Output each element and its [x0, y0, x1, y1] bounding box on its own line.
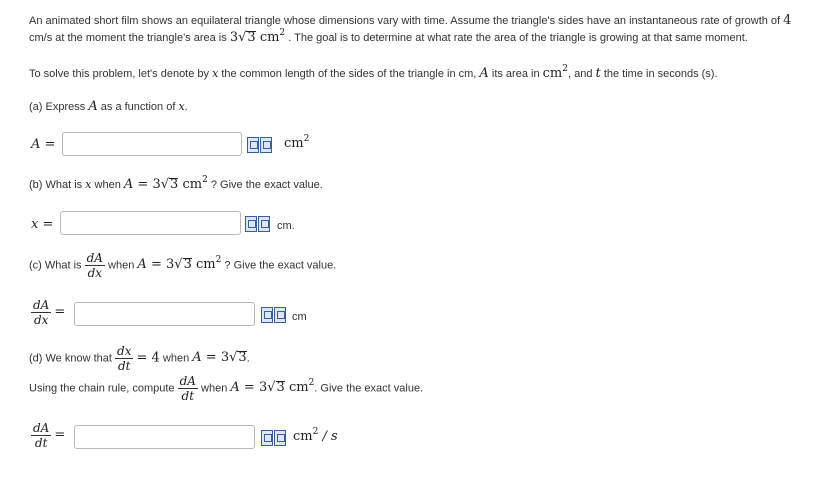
- formula-editor-icon[interactable]: [247, 137, 259, 153]
- part-b-prompt: (b) What is x when A = 3√3 $cm^2$ ? Give the exact value.: [29, 175, 323, 192]
- part-a-prompt: (a) Express A as a function of x.: [29, 99, 188, 114]
- math-editor-icons[interactable]: [261, 430, 287, 447]
- intro-text: . The goal is to determine at what rate the area of the triangle is growing at that same moment.: [288, 32, 748, 44]
- formula-editor-icon[interactable]: [245, 216, 257, 232]
- part-b-unit: cm.: [277, 220, 295, 232]
- part-c-prompt: (c) What is $\frac{dA}{dx}$ when A = 3√3 $cm^2$ ? Give the exact value.: [29, 251, 337, 280]
- var-A: A: [479, 66, 489, 81]
- part-d-prompt: (d) We know that $\frac{dx}{dt}$ = 4 when A = 3√3.: [29, 344, 250, 373]
- part-a-unit: $cm^2$: [284, 134, 310, 151]
- part-a-answer-input[interactable]: [62, 132, 242, 156]
- var-t: t: [595, 66, 601, 81]
- intro-text: cm/s at the moment the triangle's area is: [29, 32, 227, 44]
- part-d-unit: $cm^2$ / s: [293, 427, 338, 444]
- dx-dt-fraction: $\frac{dx}{dt}$: [117, 344, 132, 373]
- intro-line-3: To solve this problem, let's denote by x the common length of the sides of the triangle in cm, A its area in $cm^2$, and t the time in seconds (s).: [29, 64, 718, 81]
- part-c-lhs: $\frac{dA}{dx}$ =: [33, 298, 66, 327]
- symbol-palette-icon[interactable]: [274, 307, 286, 323]
- math-editor-icons[interactable]: [245, 216, 271, 233]
- symbol-palette-icon[interactable]: [260, 137, 272, 153]
- part-d-lhs: $\frac{dA}{dt}$ =: [33, 421, 66, 450]
- intro-text: An animated short film shows an equilateral triangle whose dimensions vary with time. Assume the triangle's sides have an instantaneous rate of growth of: [29, 15, 781, 27]
- symbol-palette-icon[interactable]: [258, 216, 270, 232]
- intro-line-1: [29, 13, 791, 28]
- part-d-chain-prompt: Using the chain rule, compute $\frac{dA}{dt}$ when A = 3√3 $cm^2$. Give the exact value.: [29, 374, 424, 403]
- math-editor-icons[interactable]: [261, 307, 287, 324]
- formula-editor-icon[interactable]: [261, 430, 273, 446]
- var-x: x: [212, 67, 219, 80]
- symbol-palette-icon[interactable]: [274, 430, 286, 446]
- formula-editor-icon[interactable]: [261, 307, 273, 323]
- dA-dt-fraction: $\frac{dA}{dt}$: [179, 374, 196, 403]
- part-b-lhs: x =: [31, 217, 54, 232]
- part-c-answer-input[interactable]: [74, 302, 255, 326]
- math-editor-icons[interactable]: [247, 137, 273, 154]
- area-expression: 3√3 $cm^2$: [229, 28, 286, 45]
- part-d-answer-input[interactable]: [74, 425, 255, 449]
- dA-dx-fraction: $\frac{dA}{dx}$: [86, 251, 103, 280]
- rate-value: 4: [783, 13, 792, 28]
- part-c-unit: cm: [292, 311, 307, 323]
- intro-line-2: [29, 30, 748, 45]
- part-b-answer-input[interactable]: [60, 211, 241, 235]
- part-a-lhs: A =: [31, 137, 56, 152]
